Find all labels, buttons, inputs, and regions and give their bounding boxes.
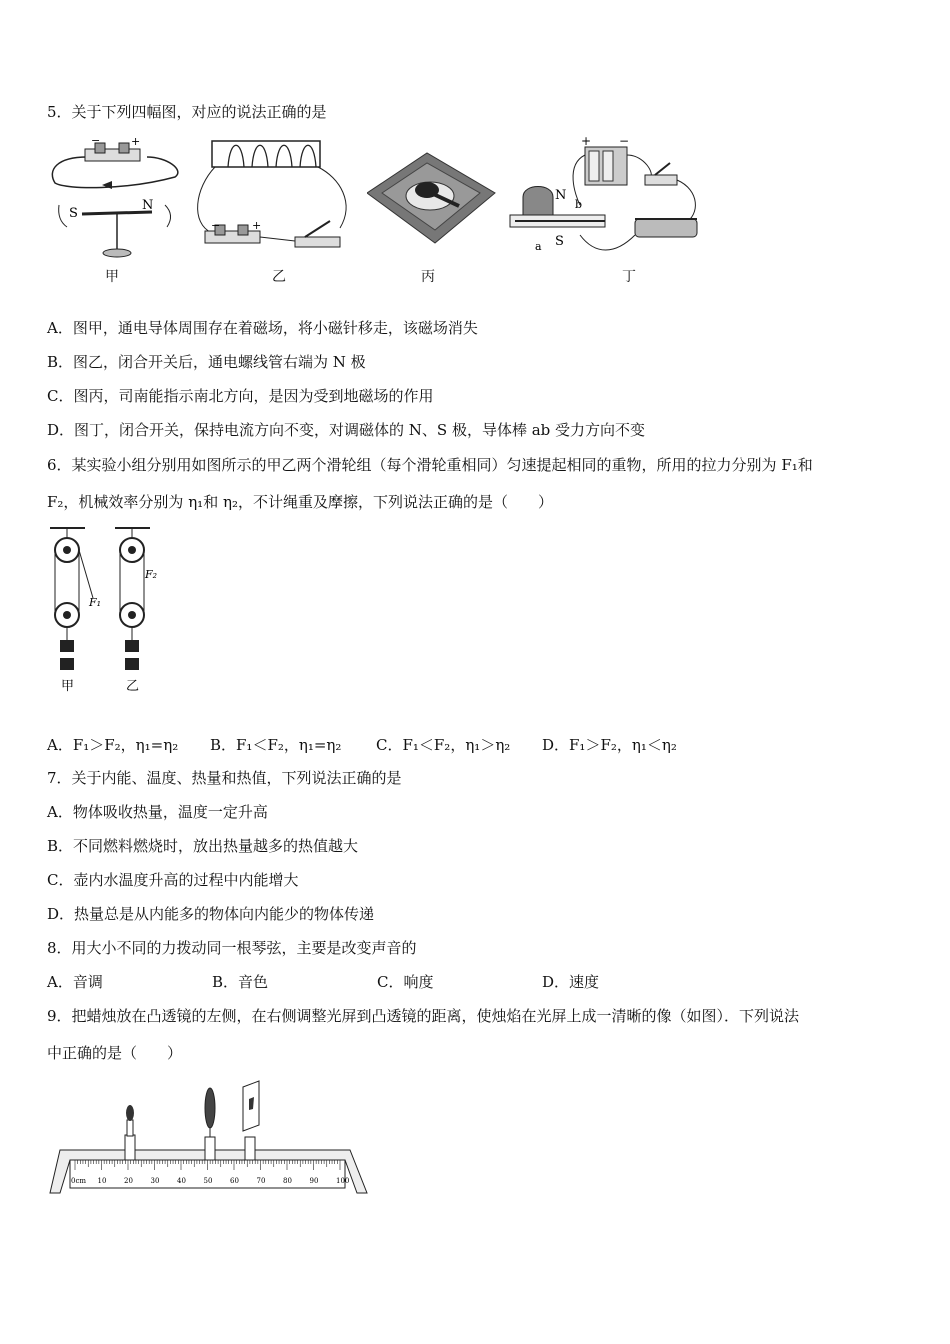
q6-pulley-figure (45, 520, 175, 695)
q8-option-b: B．音色 (212, 973, 269, 991)
q9-optical-bench-figure (45, 1075, 375, 1195)
yi-plus-text: + (252, 219, 262, 232)
q5-figure-jia (47, 135, 187, 265)
ruler-label: 10 (97, 1177, 107, 1185)
q8-stem: 8．用大小不同的力拨动同一根琴弦，主要是改变声音的 (47, 939, 417, 957)
q9-stem-line2: 中正确的是（ ） (47, 1044, 183, 1062)
q7-option-d: D．热量总是从内能多的物体向内能少的物体传递 (47, 905, 375, 923)
q5-label-bing: 丙 (421, 269, 435, 285)
q5-stem: 5．关于下列四幅图，对应的说法正确的是 (47, 103, 327, 121)
q6-stem-line2: F₂，机械效率分别为 η₁和 η₂，不计绳重及摩擦，下列说法正确的是（ ） (47, 493, 553, 511)
ruler-label: 30 (150, 1177, 160, 1185)
ding-S-text: S (555, 234, 564, 249)
q5-option-b: B．图乙，闭合开关后，通电螺线管右端为 N 极 (47, 353, 366, 371)
jia-N-text: N (142, 198, 154, 213)
ruler-label: 50 (203, 1177, 213, 1185)
q6-F2-label: F₂ (145, 568, 158, 581)
ruler-label: 20 (124, 1177, 133, 1185)
q7-option-b: B．不同燃料燃烧时，放出热量越多的热值越大 (47, 837, 359, 855)
ding-N-text: N (555, 188, 567, 203)
q7-option-c: C．壶内水温度升高的过程中内能增大 (47, 871, 299, 889)
ruler-label: 40 (177, 1177, 186, 1185)
ding-b-text: b (575, 198, 583, 211)
q5-label-jia: 甲 (105, 269, 119, 285)
q5-option-c: C．图丙，司南能指示南北方向，是因为受到地磁场的作用 (47, 387, 434, 405)
q6-option-a: A．F₁＞F₂，η₁=η₂ (47, 736, 179, 754)
q5-option-a: A．图甲，通电导体周围存在着磁场，将小磁针移走，该磁场消失 (47, 319, 478, 337)
q5-figure-ding (505, 135, 705, 265)
q6-label-yi: 乙 (126, 679, 140, 694)
ding-a-text: a (535, 240, 542, 253)
q7-option-a: A．物体吸收热量，温度一定升高 (47, 803, 268, 821)
yi-minus-text: − (211, 219, 221, 232)
q6-option-c: C．F₁＜F₂，η₁＞η₂ (376, 736, 511, 754)
q5-figure-bing (367, 148, 497, 258)
q8-options-row (47, 972, 599, 992)
q8-option-d: D．速度 (542, 973, 600, 991)
jia-plus-text: + (131, 135, 141, 148)
ruler-label: 70 (256, 1177, 266, 1185)
q8-option-a: A．音调 (47, 973, 103, 991)
ruler-label: 90 (309, 1177, 319, 1185)
jia-S-text: S (69, 206, 78, 221)
q7-stem: 7．关于内能、温度、热量和热值，下列说法正确的是 (47, 769, 402, 787)
q6-option-b: B．F₁＜F₂，η₁=η₂ (210, 736, 342, 754)
q6-stem-line1: 6．某实验小组分别用如图所示的甲乙两个滑轮组（每个滑轮重相同）匀速提起相同的重物，所用的拉力分别为 F₁和 (47, 456, 813, 474)
jia-minus-text: − (91, 135, 101, 147)
ruler-label: 80 (283, 1177, 292, 1185)
ding-plus-text: + (581, 135, 592, 148)
ruler-label: 60 (230, 1177, 239, 1185)
ruler-label: 0cm (71, 1177, 87, 1185)
q5-figure-yi (190, 133, 360, 263)
ruler-label: 100 (336, 1177, 350, 1185)
q5-label-yi: 乙 (272, 269, 286, 285)
q9-stem-line1: 9．把蜡烛放在凸透镜的左侧，在右侧调整光屏到凸透镜的距离，使烛焰在光屏上成一清晰的像（如图）．下列说法 (47, 1007, 800, 1025)
q6-option-d: D．F₁＞F₂，η₁＜η₂ (542, 736, 677, 754)
ding-minus-text: − (619, 135, 630, 148)
q5-label-ding: 丁 (622, 269, 636, 285)
q8-option-c: C．响度 (377, 973, 434, 991)
q6-label-jia: 甲 (61, 679, 75, 694)
q6-options-row (47, 735, 677, 755)
q5-option-d: D．图丁，闭合开关，保持电流方向不变，对调磁体的 N、S 极，导体棒 ab 受力方向不变 (47, 421, 646, 439)
q6-F1-label: F₁ (89, 596, 102, 609)
